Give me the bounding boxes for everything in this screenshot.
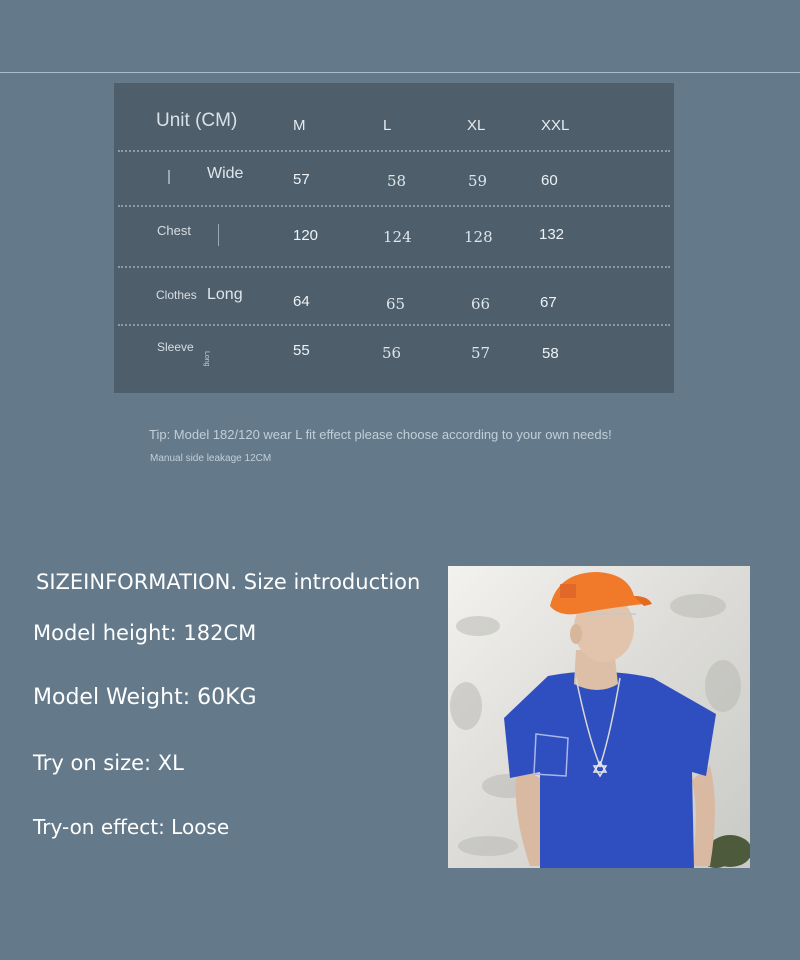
row-divider: [118, 266, 670, 268]
model-photo: [448, 566, 750, 868]
value-sleeve-m: 55: [293, 342, 310, 359]
size-information-title: SIZEINFORMATION. Size introduction: [36, 570, 421, 594]
value-wide-l: 58: [387, 172, 407, 190]
value-chest-xl: 128: [464, 228, 493, 246]
row-divider: [118, 205, 670, 207]
measurement-note: Manual side leakage 12CM: [150, 453, 272, 464]
column-header-l: L: [383, 117, 392, 134]
value-length-m: 64: [293, 293, 310, 310]
value-sleeve-l: 56: [382, 344, 402, 362]
value-sleeve-xl: 57: [471, 344, 491, 362]
row-label-sleeve-long: Long: [203, 351, 210, 367]
model-weight: Model Weight: 60KG: [33, 685, 257, 710]
value-chest-m: 120: [293, 227, 319, 244]
try-on-effect: Try-on effect: Loose: [33, 815, 230, 839]
try-on-size: Try on size: XL: [33, 751, 184, 775]
size-table: [114, 83, 674, 393]
row-divider: [118, 324, 670, 326]
value-length-xl: 66: [471, 295, 491, 313]
unit-label: Unit (CM): [156, 110, 238, 131]
column-header-m: M: [293, 117, 306, 134]
row-label-clothes: Clothes: [156, 288, 197, 302]
value-chest-xxl: 132: [539, 226, 565, 243]
wide-marker: [168, 170, 170, 184]
value-length-l: 65: [386, 295, 406, 313]
fit-tip: Tip: Model 182/120 wear L fit effect please choose according to your own needs!: [149, 427, 612, 442]
row-label-wide: Wide: [207, 165, 244, 182]
column-header-xxl: XXL: [541, 117, 570, 134]
row-label-chest: Chest: [157, 223, 191, 238]
value-wide-xxl: 60: [541, 172, 558, 189]
row-label-sleeve: Sleeve: [157, 340, 194, 354]
value-length-xxl: 67: [540, 294, 557, 311]
model-illustration: [448, 566, 750, 868]
row-label-long: Long: [207, 286, 243, 303]
column-header-xl: XL: [467, 117, 486, 134]
top-divider: [0, 72, 800, 73]
row-divider: [118, 150, 670, 152]
value-chest-l: 124: [383, 228, 412, 246]
chest-marker: [218, 224, 219, 246]
value-wide-xl: 59: [468, 172, 488, 190]
model-height: Model height: 182CM: [33, 621, 257, 645]
value-wide-m: 57: [293, 171, 310, 188]
value-sleeve-xxl: 58: [542, 345, 559, 362]
